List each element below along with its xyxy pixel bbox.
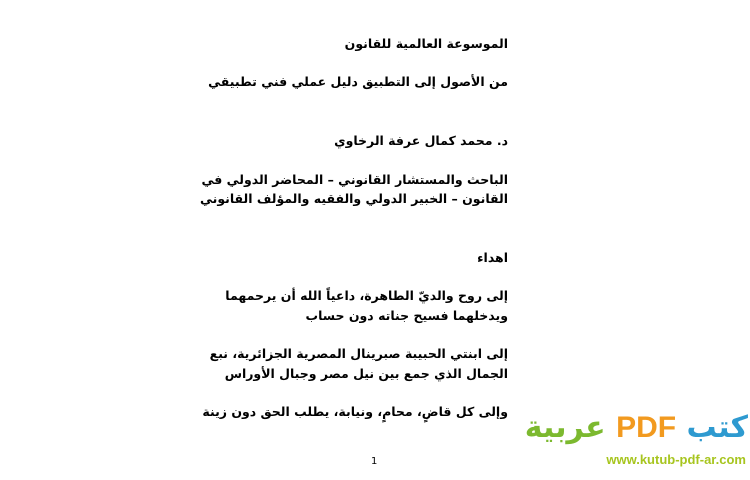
dedication-daughter-line-1: إلى ابنتي الحبيبة صبرينال المصرية الجزائرية، نبع xyxy=(209,346,508,361)
dedication-parents-line-1: إلى روح والديّ الطاهرة، داعياً الله أن يرحمهما xyxy=(225,288,508,303)
dedication-heading: اهداء xyxy=(477,250,508,265)
encyclopedia-title: الموسوعة العالمية للقانون xyxy=(344,36,508,51)
dedication-parents-line-2: ويدخلهما فسيح جناته دون حساب xyxy=(305,308,508,323)
author-name: د. محمد كمال عرفة الرخاوي xyxy=(334,133,508,148)
watermark-word-arabia: عربية xyxy=(524,410,606,445)
page-number: 1 xyxy=(371,456,378,467)
watermark-url: www.kutub-pdf-ar.com xyxy=(606,452,746,467)
author-title-line-2: القانون – الخبير الدولي والفقيه والمؤلف القانوني xyxy=(199,191,508,206)
site-watermark-logo xyxy=(524,408,748,478)
watermark-word-kutub: كتب xyxy=(686,410,748,445)
dedication-daughter-line-2: الجمال الذي جمع بين نيل مصر وجبال الأوراس xyxy=(224,366,508,381)
dedication-judges-line: وإلى كل قاضٍ، محامٍ، ونيابة، يطلب الحق دون زينة xyxy=(202,404,508,419)
watermark-title xyxy=(525,408,748,448)
author-title-line-1: الباحث والمستشار القانوني – المحاضر الدولي في xyxy=(201,172,508,187)
book-subtitle: من الأصول إلى التطبيق دليل عملي فني تطبيقي xyxy=(208,74,508,89)
watermark-word-pdf: PDF xyxy=(616,411,677,444)
